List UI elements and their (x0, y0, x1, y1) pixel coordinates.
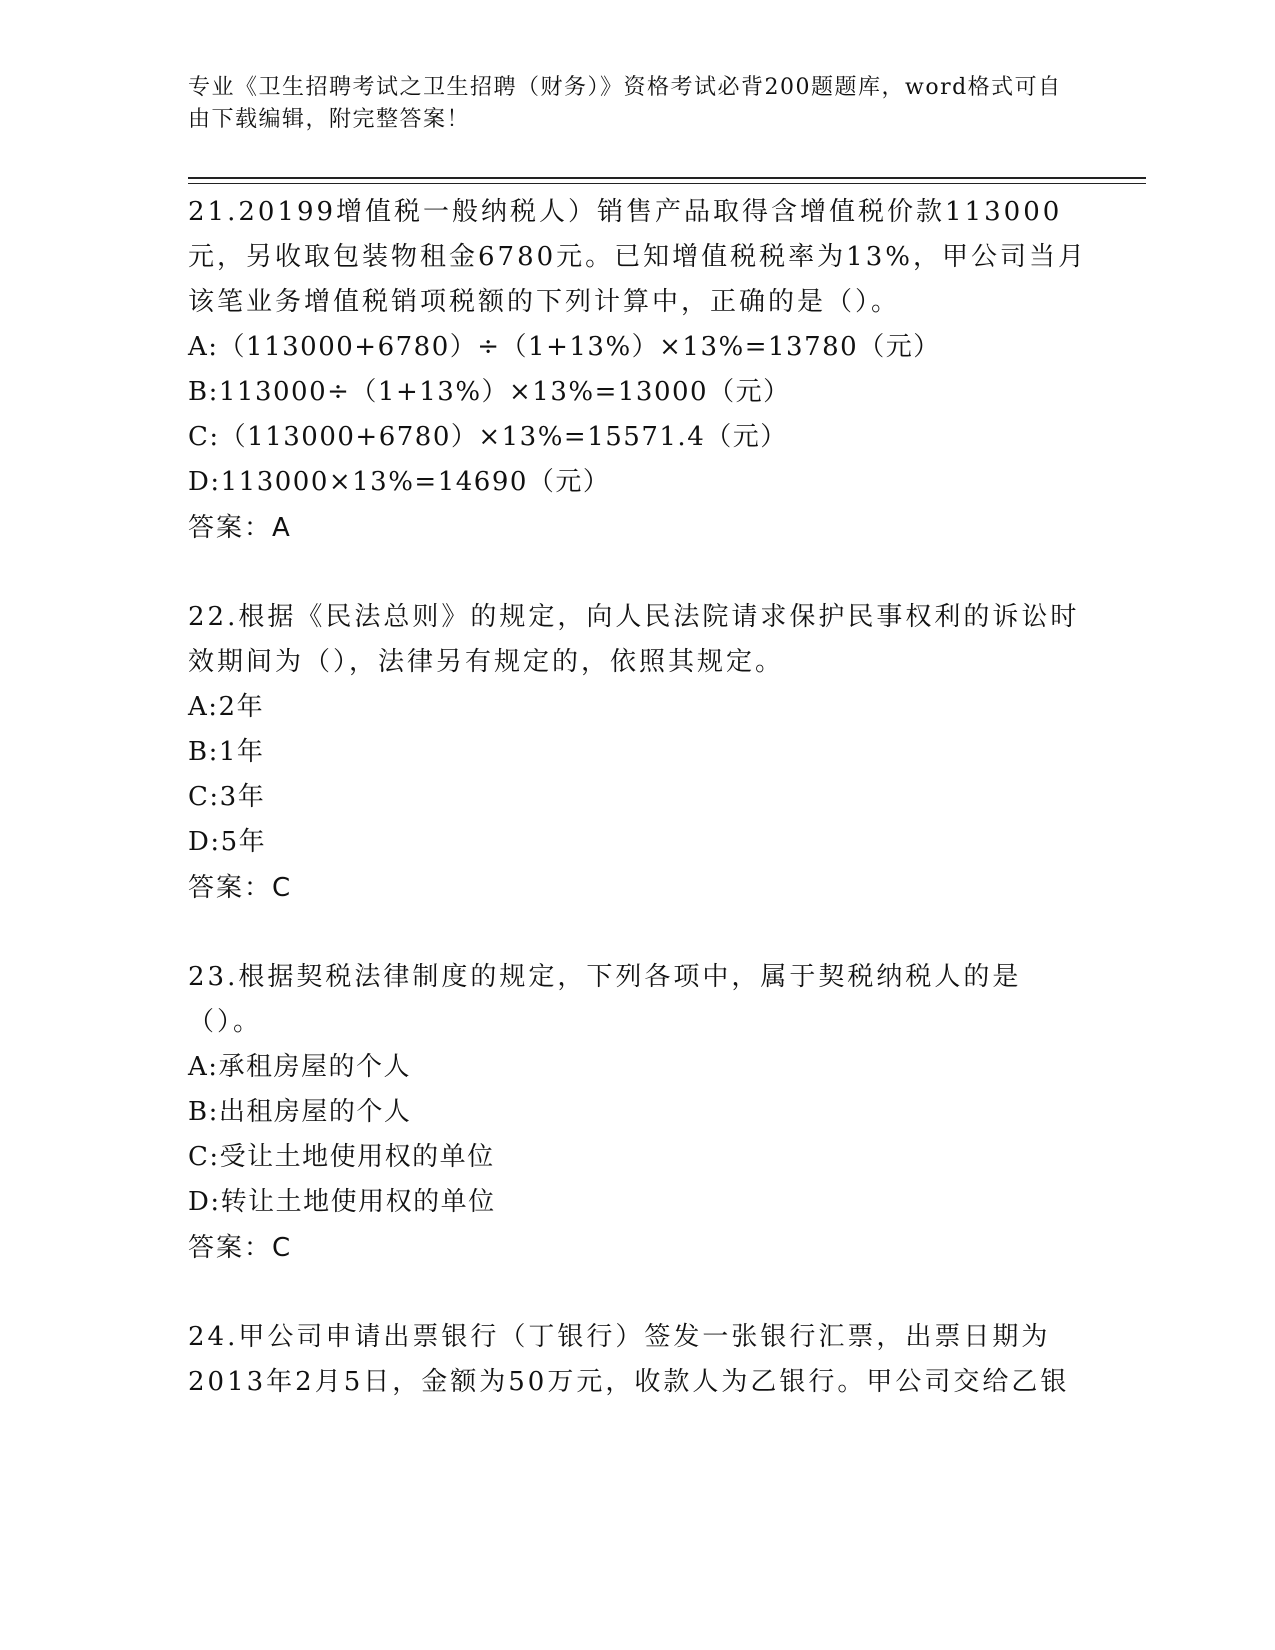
question-23 (188, 955, 1088, 1271)
answer-line: 答案：A (188, 513, 292, 543)
question-text: 24.甲公司申请出票银行（丁银行）签发一张银行汇票，出票日期为2013年2月5日，金额为50万元，收款人为乙银行。甲公司交给乙银 (188, 1322, 1070, 1397)
option-a: A:（113000+6780）÷（1+13%）×13%=13780（元） (188, 332, 941, 362)
question-22 (188, 595, 1088, 911)
header-divider-thick (188, 177, 1146, 179)
option-a: A:2年 (188, 692, 265, 722)
option-b: B:出租房屋的个人 (188, 1097, 412, 1127)
question-24 (188, 1315, 1088, 1405)
option-d: D:转让土地使用权的单位 (188, 1187, 496, 1217)
document-header: 专业《卫生招聘考试之卫生招聘（财务）》资格考试必背200题题库，word格式可自由下载编辑，附完整答案！ (188, 75, 1062, 132)
option-a: A:承租房屋的个人 (188, 1052, 412, 1082)
option-c: C:受让土地使用权的单位 (188, 1142, 495, 1172)
question-21 (188, 190, 1088, 551)
header-divider-thin (188, 183, 1146, 184)
option-d: D:113000×13%=14690（元） (188, 467, 611, 497)
option-b: B:1年 (188, 737, 265, 767)
answer-line: 答案：C (188, 873, 293, 903)
option-b: B:113000÷（1+13%）×13%=13000（元） (188, 377, 791, 407)
option-c: C:（113000+6780）×13%=15571.4（元） (188, 422, 788, 452)
question-text: 23.根据契税法律制度的规定，下列各项中，属于契税纳税人的是（）。 (188, 962, 1022, 1037)
question-list (188, 190, 1088, 1449)
option-c: C:3年 (188, 782, 266, 812)
option-d: D:5年 (188, 827, 267, 857)
question-text: 22.根据《民法总则》的规定，向人民法院请求保护民事权利的诉讼时效期间为（），法律另有规定的，依照其规定。 (188, 602, 1080, 677)
question-text: 21.20199增值税一般纳税人）销售产品取得含增值税价款113000元，另收取包装物租金6780元。已知增值税税率为13%，甲公司当月该笔业务增值税销项税额的下列计算中，正确的是（）。 (188, 197, 1087, 317)
answer-line: 答案：C (188, 1233, 293, 1263)
